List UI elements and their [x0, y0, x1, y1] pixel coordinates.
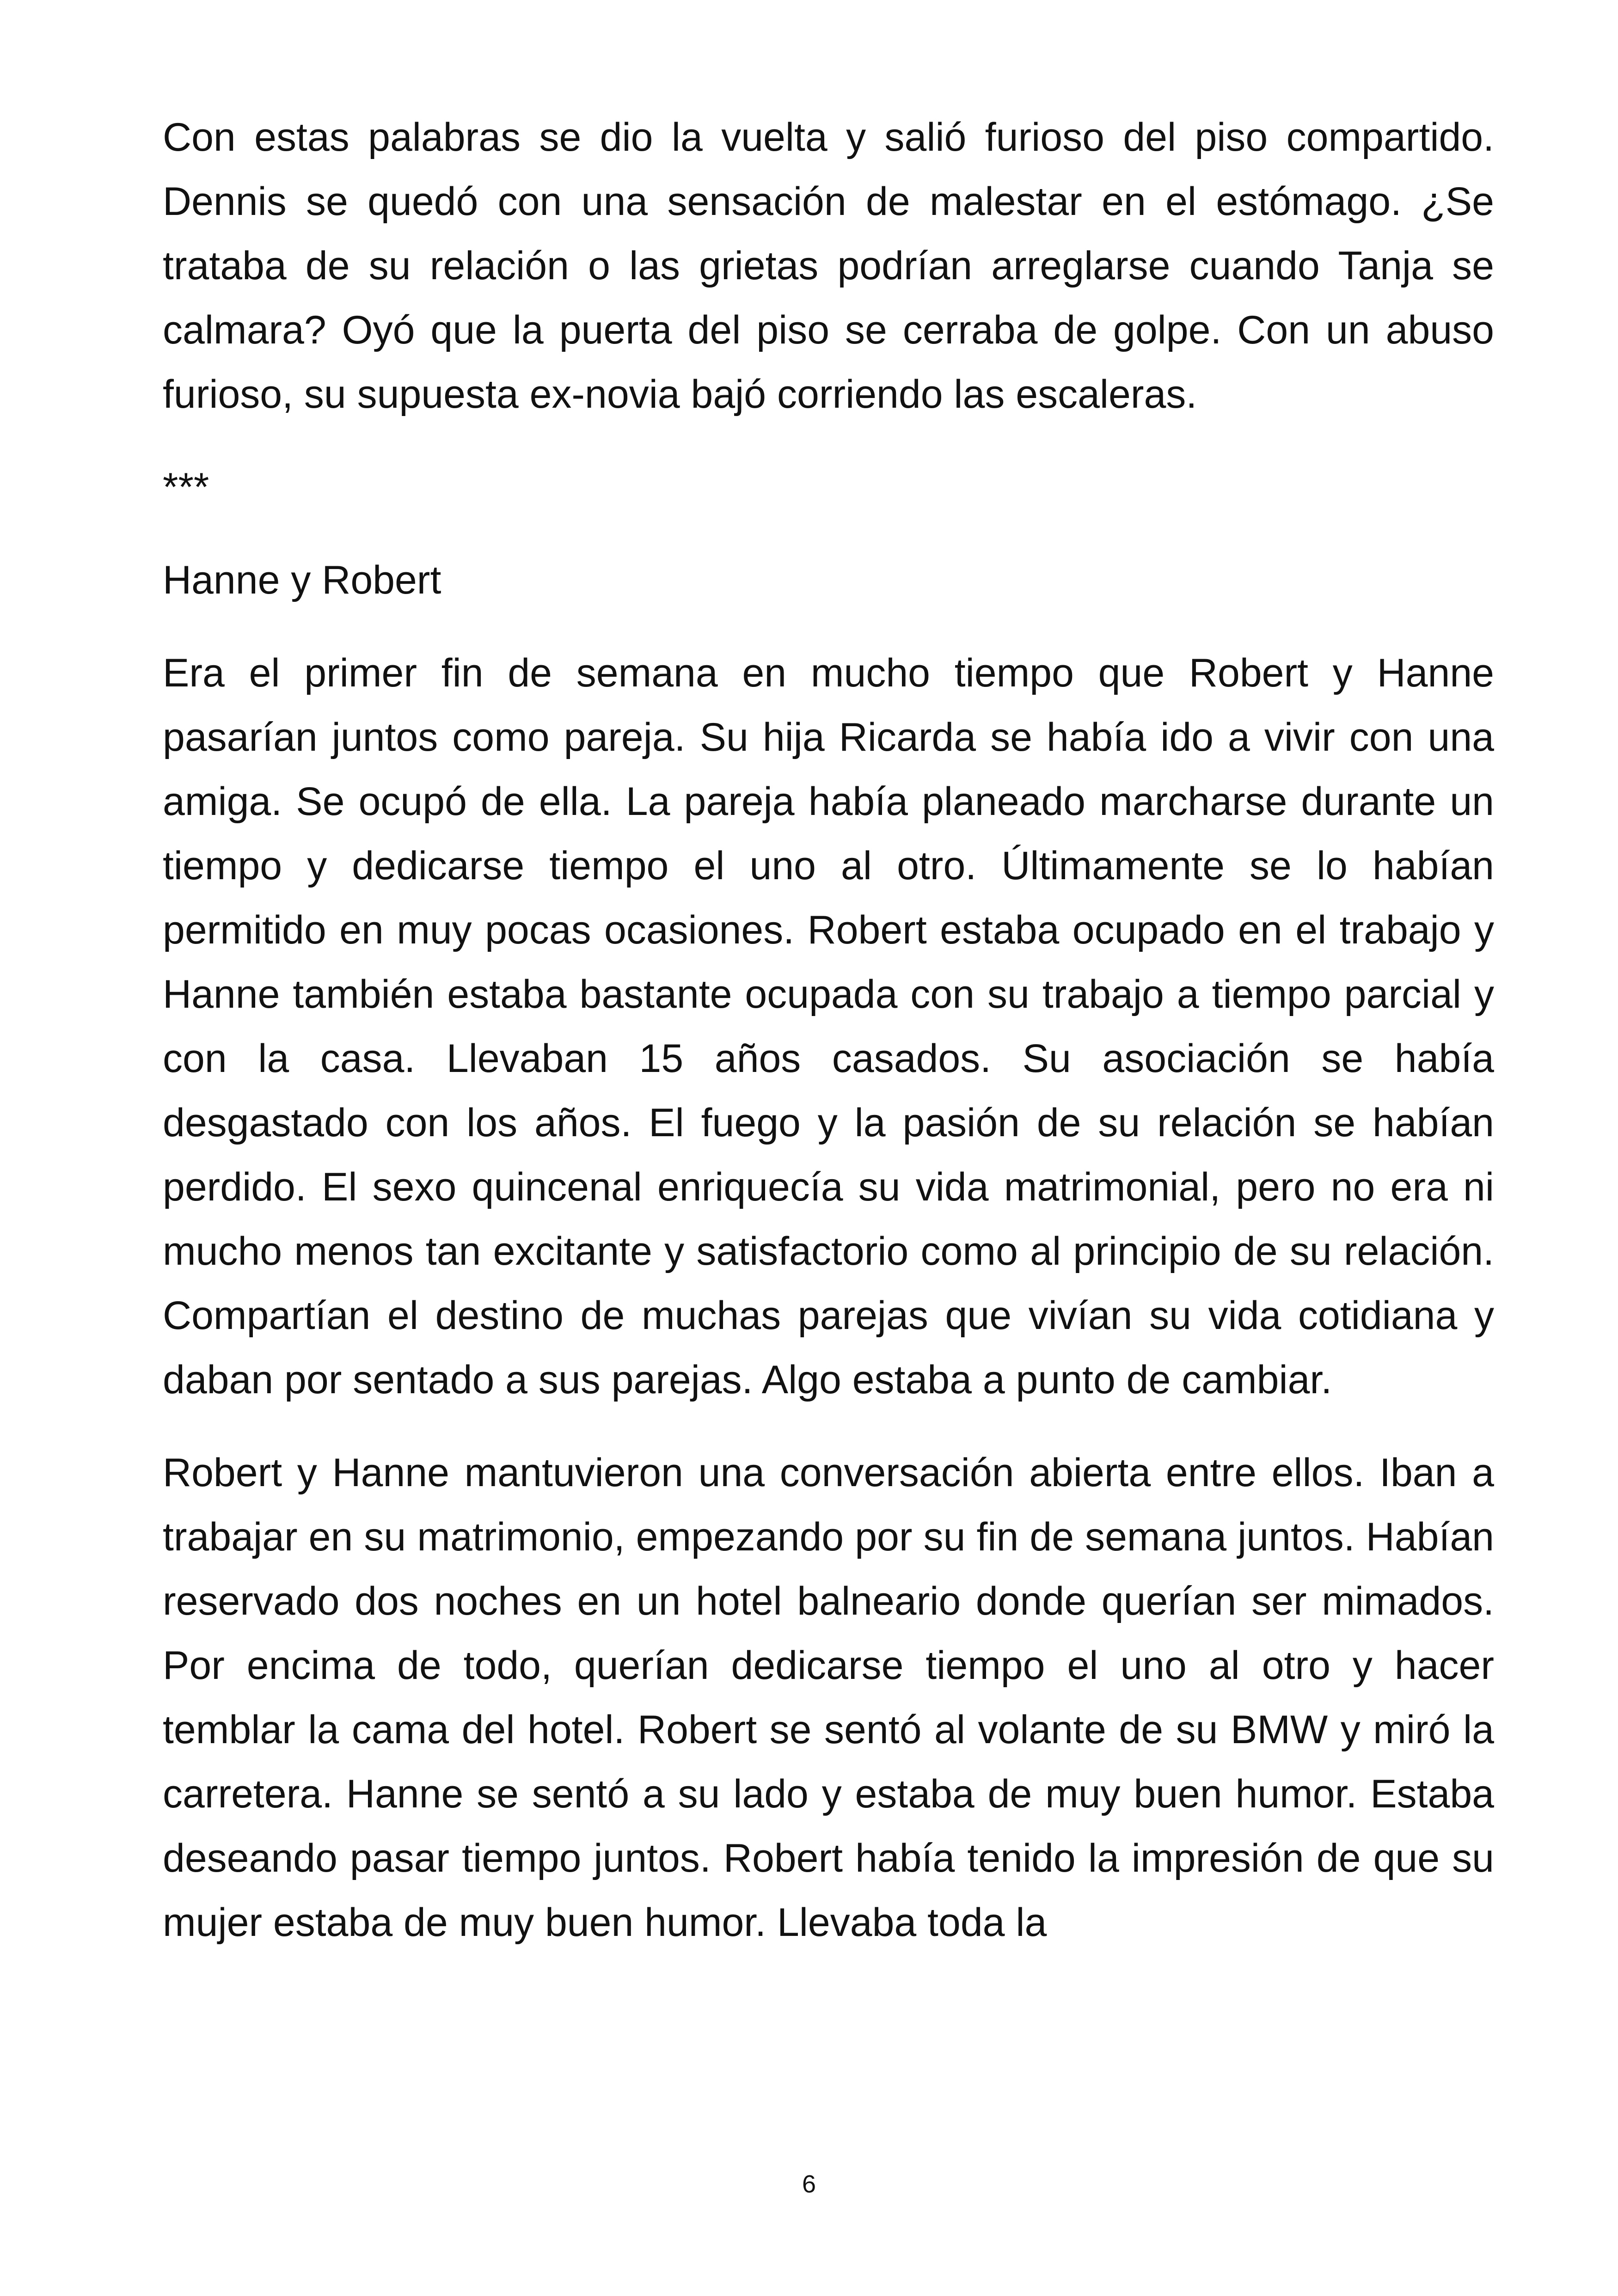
body-text: [163, 105, 1494, 1984]
paragraph-weekend: Era el primer fin de semana en mucho tiempo que Robert y Hanne pasarían juntos como pareja. Su hija Ricarda se había ido a vivir con una amiga. Se ocupó de ella. La pareja había planeado marcharse durante un tiempo y dedicarse tiempo el uno al otro. Últimamente se lo habían permitido en muy pocas ocasiones. Robert estaba ocupado en el trabajo y Hanne también estaba bastante ocupada con su trabajo a tiempo parcial y con la casa. Llevaban 15 años casados. Su asociación se había desgastado con los años. El fuego y la pasión de su relación se habían perdido. El sexo quincenal enriquecía su vida matrimonial, pero no era ni mucho menos tan excitante y satisfactorio como al principio de su relación. Compartían el destino de muchas parejas que vivían su vida cotidiana y daban por sentado a sus parejas. Algo estaba a punto de cambiar.: [163, 651, 1494, 1402]
page-number: 6: [802, 2170, 816, 2198]
paragraph-opening: Con estas palabras se dio la vuelta y salió furioso del piso compartido. Dennis se quedó con una sensación de malestar en el estómago. ¿Se trataba de su relación o las grietas podrían arreglarse cuando Tanja se calmara? Oyó que la puerta del piso se cerraba de golpe. Con un abuso furioso, su supuesta ex-novia bajó corriendo las escaleras.: [163, 115, 1494, 416]
section-break: ***: [163, 465, 209, 509]
paragraph-conversation: Robert y Hanne mantuvieron una conversación abierta entre ellos. Iban a trabajar en su matrimonio, empezando por su fin de semana juntos. Habían reservado dos noches en un hotel balneario donde querían ser mimados. Por encima de todo, querían dedicarse tiempo el uno al otro y hacer temblar la cama del hotel. Robert se sentó al volante de su BMW y miró la carretera. Hanne se sentó a su lado y estaba de muy buen humor. Estaba deseando pasar tiempo juntos. Robert había tenido la impresión de que su mujer estaba de muy buen humor. Llevaba toda la: [163, 1451, 1494, 1945]
section-heading: Hanne y Robert: [163, 558, 441, 602]
